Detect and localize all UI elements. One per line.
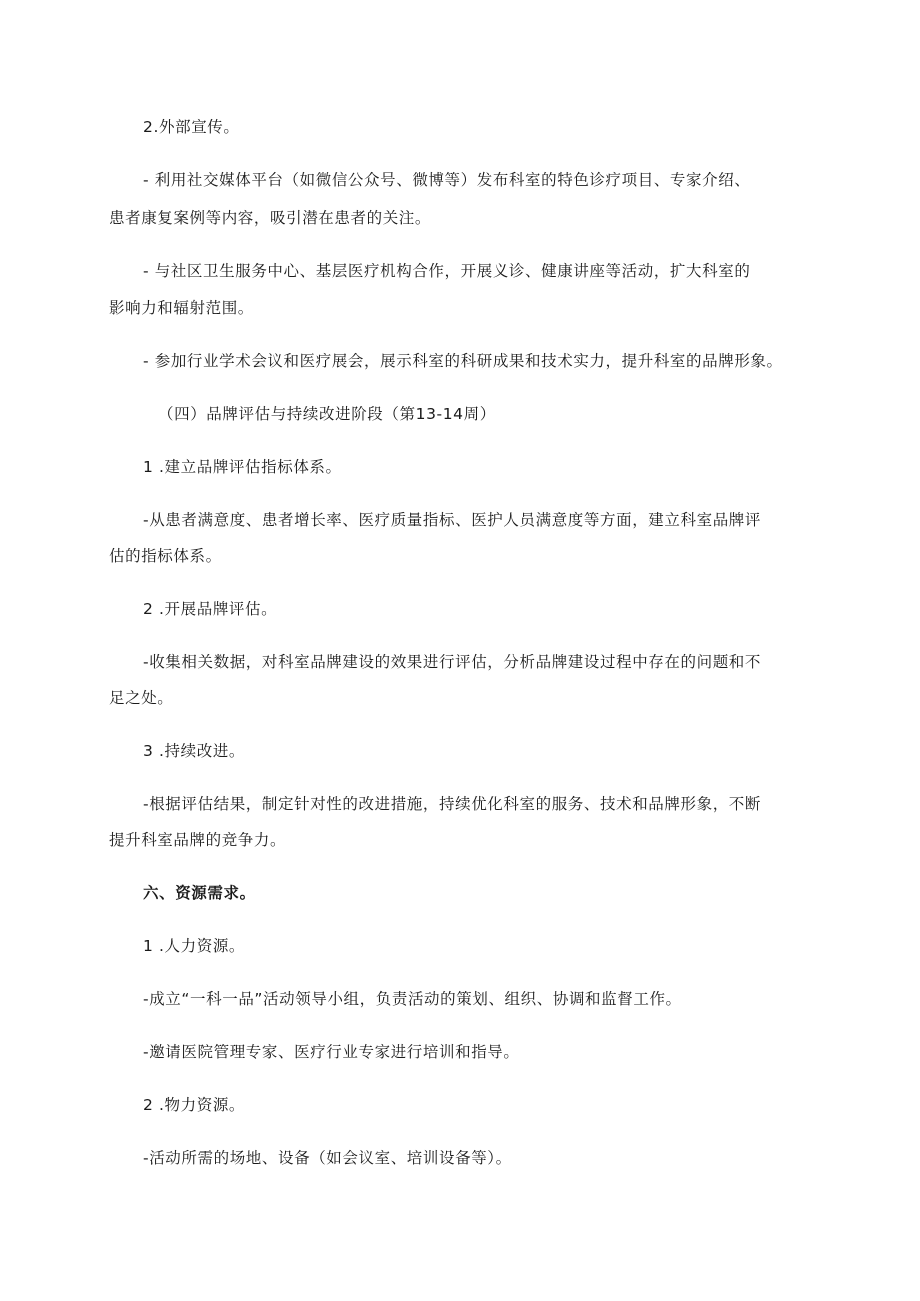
paragraph-line: -成立“一科一品”活动领导小组，负责活动的策划、组织、协调和监督工作。 <box>143 990 682 1008</box>
paragraph-line: -根据评估结果，制定针对性的改进措施，持续优化科室的服务、技术和品牌形象，不断 <box>143 795 761 813</box>
paragraph-line: 影响力和辐射范围。 <box>109 299 254 317</box>
paragraph-line: - 与社区卫生服务中心、基层医疗机构合作，开展义诊、健康讲座等活动，扩大科室的 <box>143 262 751 280</box>
section-heading-phase-four: （四）品牌评估与持续改进阶段（第13-14周） <box>158 405 496 423</box>
paragraph-line: - 利用社交媒体平台（如微信公众号、微博等）发布科室的特色诊疗项目、专家介绍、 <box>143 171 751 189</box>
item-heading: 3 .持续改进。 <box>143 742 246 760</box>
item-heading: 1 .人力资源。 <box>143 937 246 955</box>
paragraph-line: -邀请医院管理专家、医疗行业专家进行培训和指导。 <box>143 1043 520 1061</box>
paragraph-line: -活动所需的场地、设备（如会议室、培训设备等）。 <box>143 1149 512 1167</box>
paragraph-line: -从患者满意度、患者增长率、医疗质量指标、医护人员满意度等方面，建立科室品牌评 <box>143 511 761 529</box>
paragraph-line: 患者康复案例等内容，吸引潜在患者的关注。 <box>109 209 432 227</box>
paragraph-line: 足之处。 <box>109 689 174 707</box>
paragraph-line: -收集相关数据，对科室品牌建设的效果进行评估，分析品牌建设过程中存在的问题和不 <box>143 653 761 671</box>
item-heading: 2 .开展品牌评估。 <box>143 600 278 618</box>
paragraph-line: - 参加行业学术会议和医疗展会，展示科室的科研成果和技术实力，提升科室的品牌形象。 <box>143 352 783 370</box>
heading-external-promotion: 2.外部宣传。 <box>143 118 240 136</box>
section-heading-resource-needs: 六、资源需求。 <box>143 884 256 902</box>
paragraph-line: 估的指标体系。 <box>109 547 222 565</box>
item-heading: 2 .物力资源。 <box>143 1096 246 1114</box>
item-heading: 1 .建立品牌评估指标体系。 <box>143 458 342 476</box>
paragraph-line: 提升科室品牌的竞争力。 <box>109 831 287 849</box>
